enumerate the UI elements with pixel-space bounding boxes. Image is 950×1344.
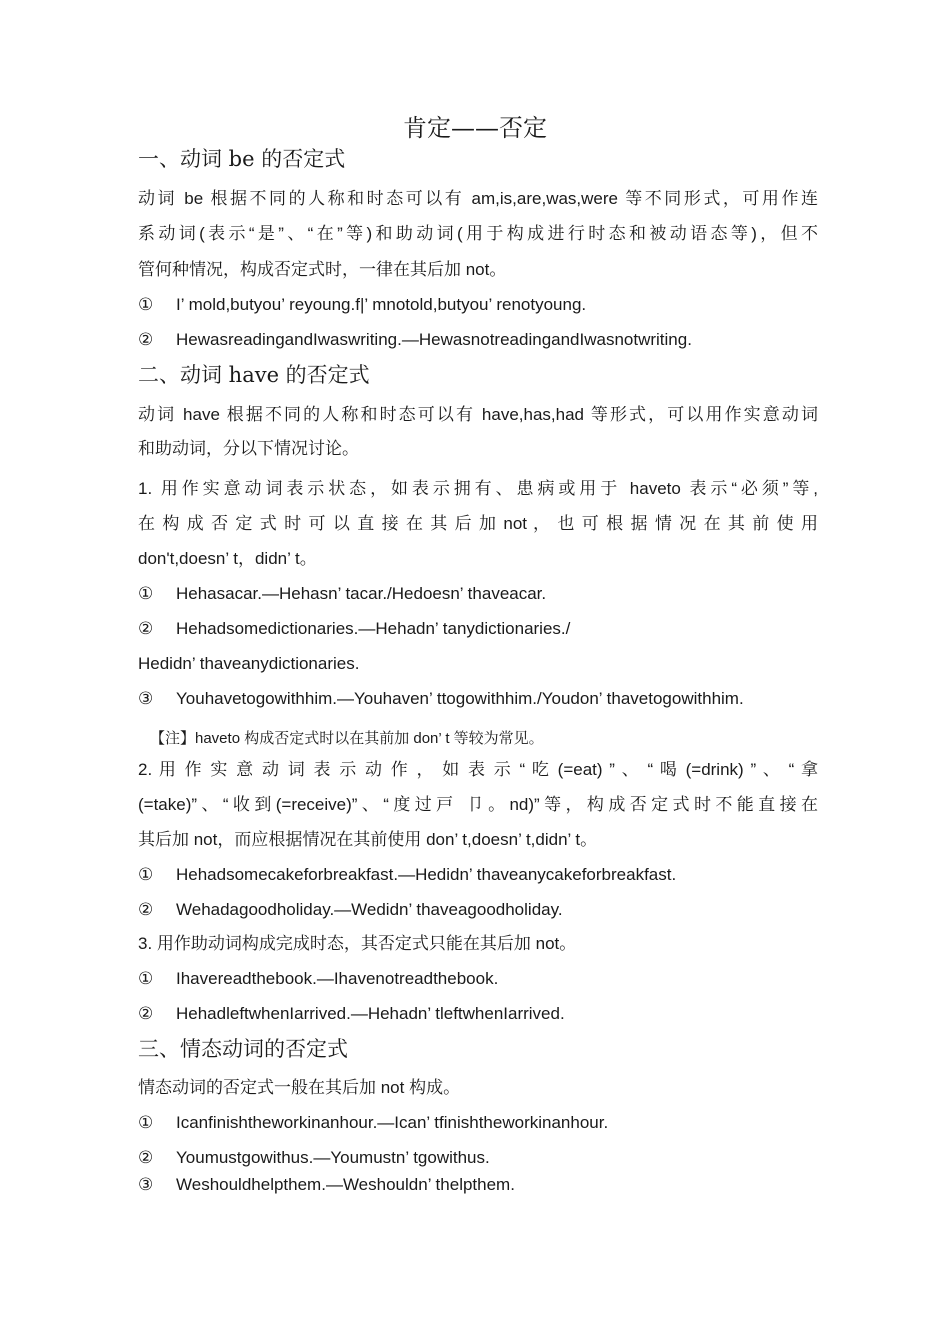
list-marker: ② <box>138 330 154 349</box>
example-text: Youhavetogowithhim.—Youhaven’ ttogowithhim./Youdon’ thavetogowithhim. <box>176 689 744 708</box>
example-item <box>138 329 818 351</box>
note: 【注】haveto 构成否定式时以在其前加 don’ t 等较为常见。 <box>150 730 544 747</box>
list-marker: ② <box>138 1004 154 1023</box>
example-text: Icanfinishtheworkinanhour.—Ican’ tfinishtheworkinanhour. <box>176 1113 609 1132</box>
paragraph-line: 1. 用作实意动词表示状态，如表示拥有、患病或用于 haveto 表示“必须”等, <box>138 479 818 498</box>
paragraph-line: 管何种情况，构成否定式时，一律在其后加 not。 <box>138 260 507 279</box>
list-marker: ① <box>138 969 154 988</box>
example-text: Wehadagoodholiday.—Wedidn’ thaveagoodholiday. <box>176 900 563 919</box>
example-item <box>138 1112 818 1134</box>
list-marker: ② <box>138 1148 154 1167</box>
paragraph-line: 2. 用 作 实 意 动 词 表 示 动 作 ， 如 表 示 “ 吃 (=eat) ” 、 “ 喝 (=drink) ” 、 “ 拿 <box>138 760 818 779</box>
example-continuation: Hedidn’ thaveanydictionaries. <box>138 654 360 673</box>
example-item <box>138 688 818 710</box>
paragraph-line: 在 构 成 否 定 式 时 可 以 直 接 在 其 后 加 not ， 也 可 根 据 情 况 在 其 前 使 用 <box>138 514 818 533</box>
example-text: Hehadsomecakeforbreakfast.—Hedidn’ thaveanycakeforbreakfast. <box>176 865 677 884</box>
section-heading-be: 一、动词 be 的否定式 <box>138 147 346 171</box>
example-text: I’ mold,butyou’ reyoung.f|’ mnotold,butyou’ renotyoung. <box>176 295 587 314</box>
example-text: Youmustgowithus.—Youmustn’ tgowithus. <box>176 1148 490 1167</box>
list-marker: ② <box>138 619 154 638</box>
example-text: Ihavereadthebook.—Ihavenotreadthebook. <box>176 969 499 988</box>
example-item <box>138 1003 818 1025</box>
example-item <box>138 294 818 316</box>
list-marker: ① <box>138 584 154 603</box>
example-text: HewasreadingandIwaswriting.—HewasnotreadingandIwasnotwriting. <box>176 330 692 349</box>
list-marker: ② <box>138 900 154 919</box>
paragraph-line: 动词 be 根据不同的人称和时态可以有 am,is,are,was,were 等不同形式，可用作连 <box>138 189 818 208</box>
page-title: 肯定——否定 <box>403 114 547 142</box>
section-heading-have: 二、动词 have 的否定式 <box>138 363 370 387</box>
paragraph-line: 系动词(表示“是”、“在”等)和助动词(用于构成进行时态和被动语态等)，但不 <box>138 224 818 243</box>
paragraph-line: (=take)”、“收到(=receive)”、“度过戸 卩。nd)”等，构成否定式时不能直接在 <box>138 795 818 814</box>
paragraph-line: 其后加 not，而应根据情况在其前使用 don’ t,doesn’ t,didn’ t。 <box>138 830 598 849</box>
example-item <box>138 899 818 921</box>
example-item <box>138 618 818 640</box>
example-item <box>138 1147 818 1169</box>
list-marker: ① <box>138 865 154 884</box>
paragraph-line: 3. 用作助动词构成完成时态，其否定式只能在其后加 not。 <box>138 934 577 953</box>
section-heading-modal: 三、情态动词的否定式 <box>138 1037 348 1061</box>
list-marker: ③ <box>138 1175 154 1194</box>
paragraph-line: 动词 have 根据不同的人称和时态可以有 have,has,had 等形式，可以用作实意动词 <box>138 405 818 424</box>
paragraph-line: don't,doesn’ t，didn’ t。 <box>138 549 317 568</box>
paragraph-line: 和助动词，分以下情况讨论。 <box>138 439 359 458</box>
example-item <box>138 864 818 886</box>
list-marker: ① <box>138 1113 154 1132</box>
example-item <box>138 583 818 605</box>
list-marker: ③ <box>138 689 154 708</box>
list-marker: ① <box>138 295 154 314</box>
example-text: Weshouldhelpthem.—Weshouldn’ thelpthem. <box>176 1175 515 1194</box>
example-item <box>138 968 818 990</box>
example-item <box>138 1174 818 1196</box>
example-text: HehadleftwhenIarrived.—Hehadn’ tleftwhenIarrived. <box>176 1004 565 1023</box>
example-text: Hehadsomedictionaries.—Hehadn’ tanydictionaries./ <box>176 619 571 638</box>
paragraph-line: 情态动词的否定式一般在其后加 not 构成。 <box>138 1078 461 1097</box>
example-text: Hehasacar.—Hehasn’ tacar./Hedoesn’ thaveacar. <box>176 584 547 603</box>
